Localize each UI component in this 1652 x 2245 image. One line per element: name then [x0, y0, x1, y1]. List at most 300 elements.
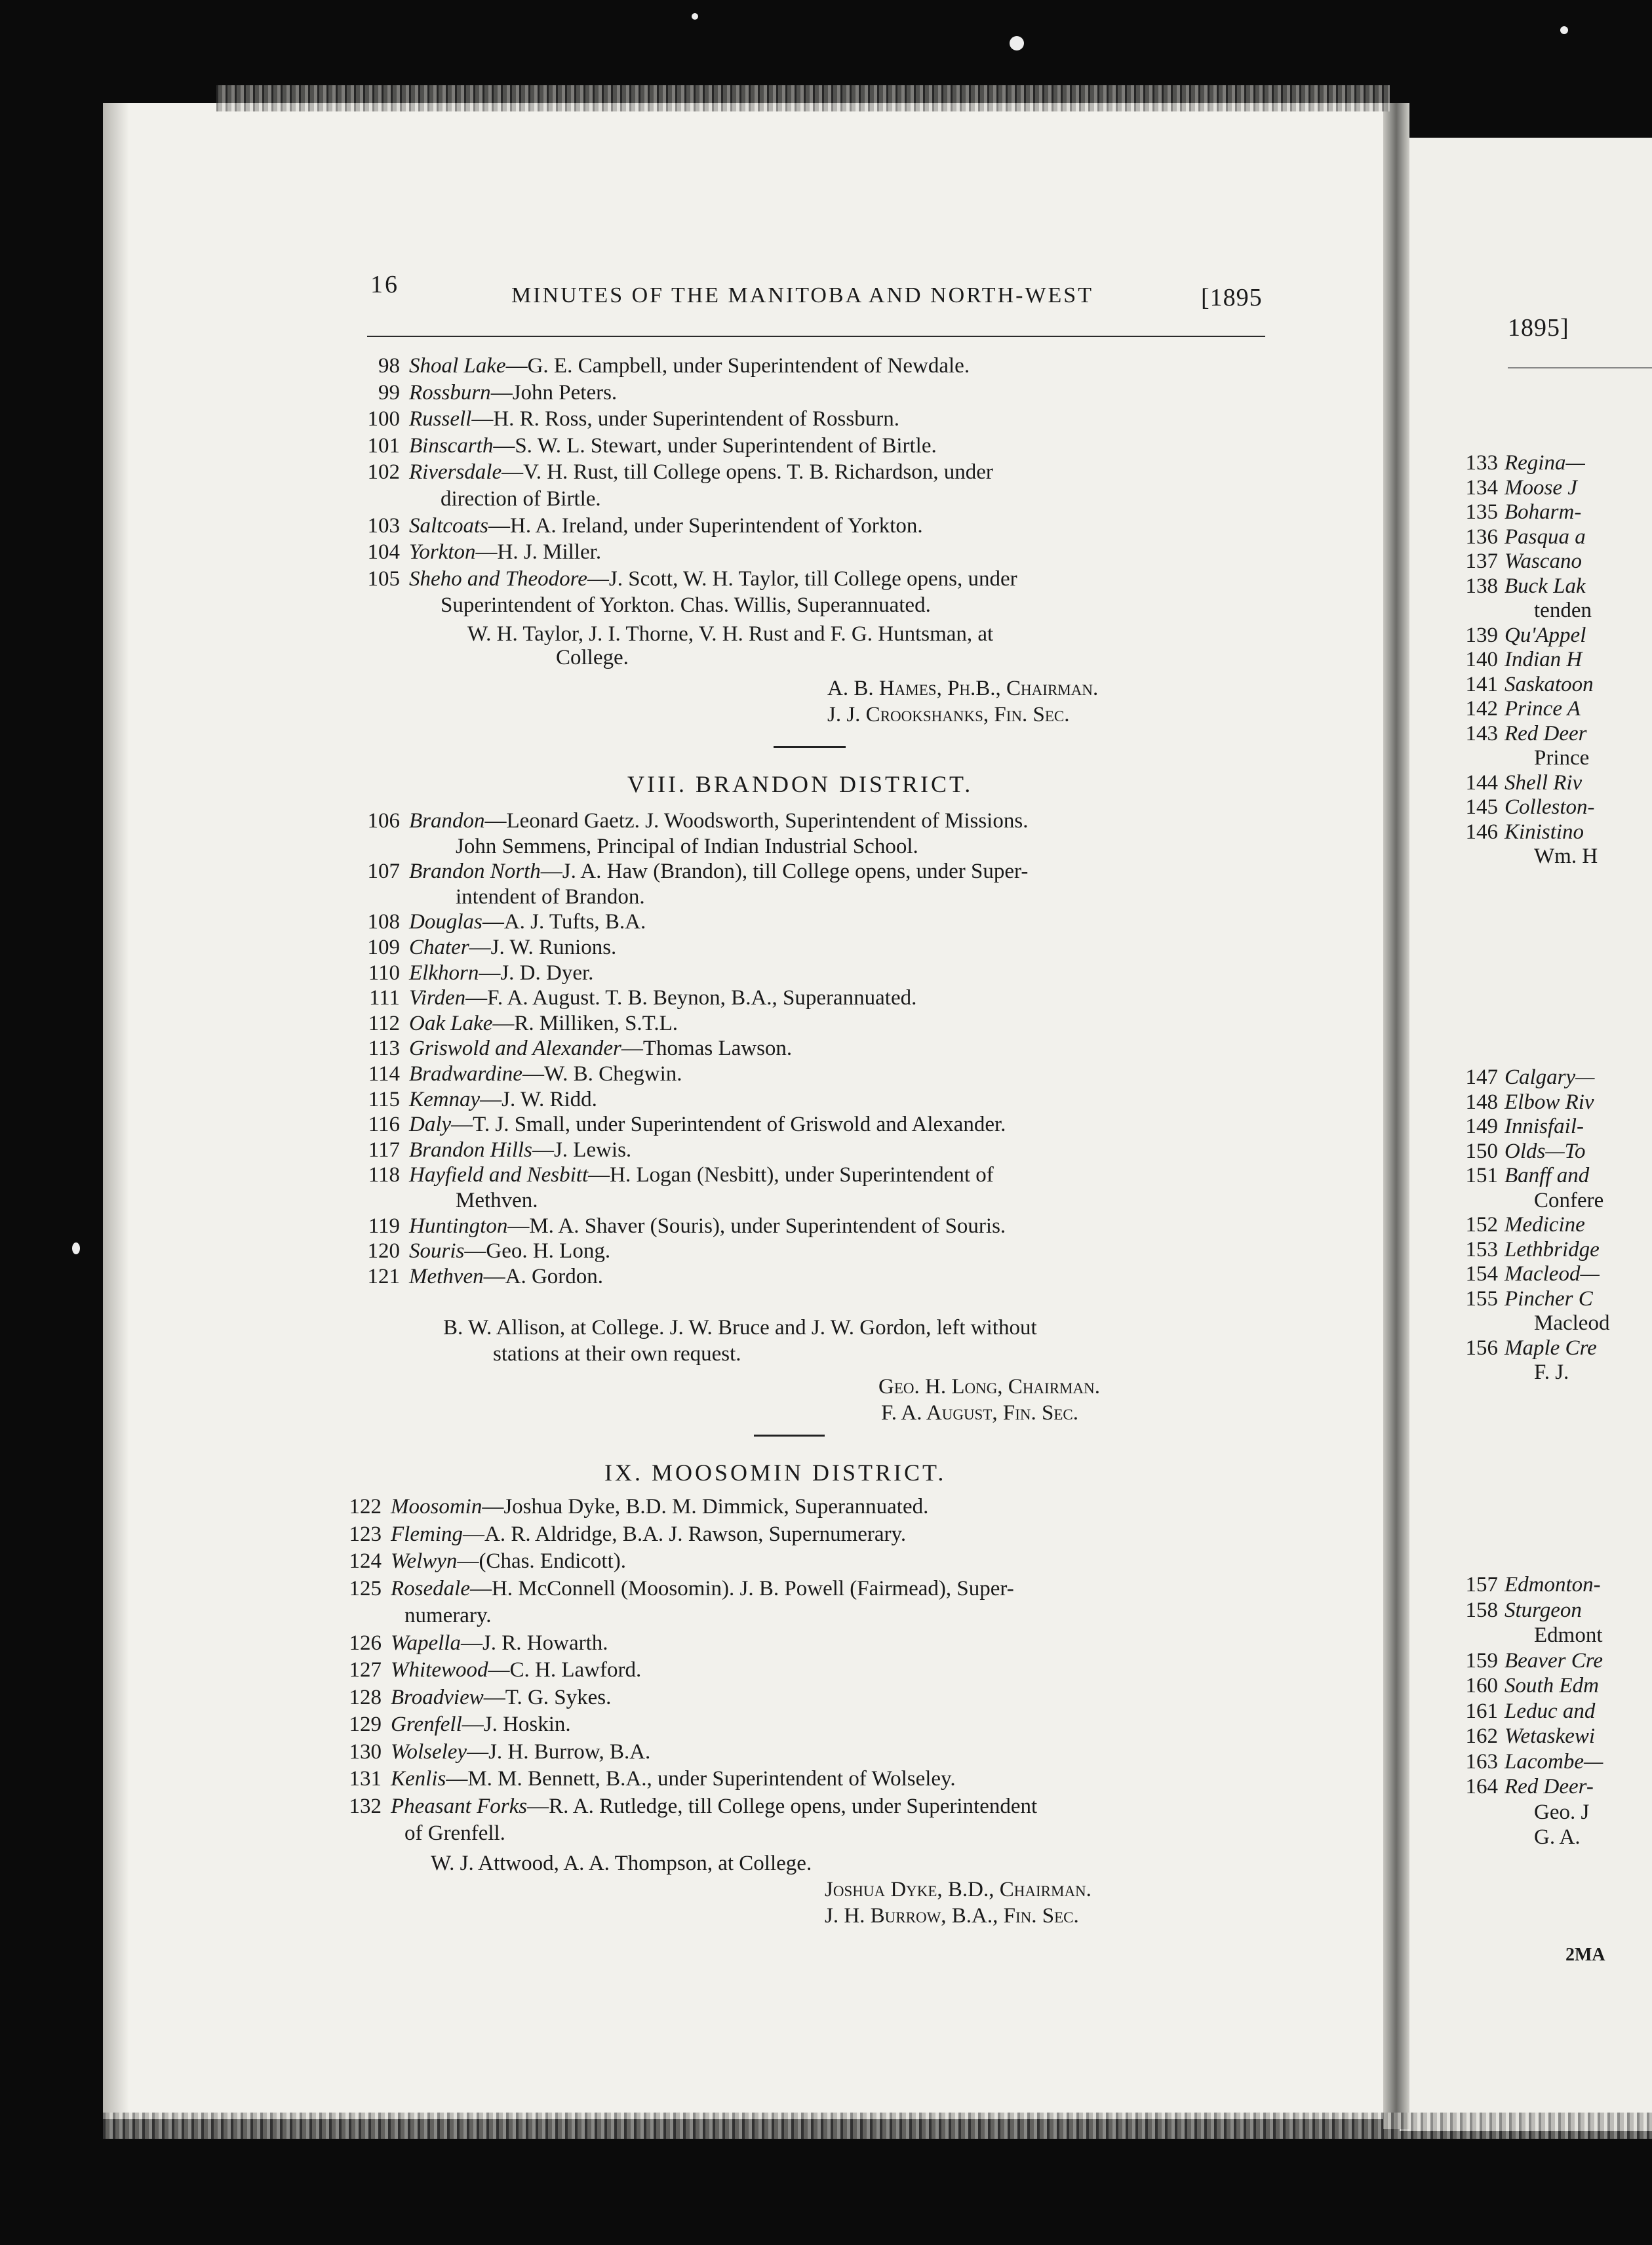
circuit-appointment: —H. J. Miller. [475, 540, 602, 565]
circuit-place: Wapella [391, 1631, 461, 1655]
circuit-place: Sheho and Theodore [409, 566, 587, 591]
circuit-number: 123 [349, 1522, 382, 1546]
circuit-line [341, 486, 1017, 513]
right-circuit-line [1459, 1673, 1603, 1699]
circuit-place: Whitewood [391, 1658, 488, 1682]
right-circuit-line [1459, 673, 1598, 698]
book-gutter [1383, 103, 1409, 2129]
circuit-place: Rosedale [391, 1576, 470, 1600]
circuit-place: Rossburn [409, 380, 491, 405]
circuit-appointment: —T. J. Small, under Superintendent of Griswold and Alexander. [451, 1113, 1006, 1137]
circuit-line [323, 1657, 1037, 1684]
circuit-place: Pincher C [1504, 1286, 1593, 1311]
circuit-line [341, 834, 1028, 860]
circuit-line [341, 1138, 1028, 1163]
circuit-appointment: —W. B. Chegwin. [522, 1062, 682, 1086]
circuit-place: Kinistino [1504, 820, 1584, 844]
circuit-line [341, 566, 1017, 593]
circuit-number: 136 [1465, 525, 1498, 549]
circuit-number: 130 [349, 1739, 382, 1764]
circuit-line [341, 513, 1017, 540]
circuit-place: South Edm [1504, 1674, 1599, 1698]
circuit-appointment: —T. G. Sykes. [483, 1685, 612, 1709]
circuit-number: 132 [349, 1794, 382, 1818]
header-year: [1895 [1201, 284, 1263, 311]
right-circuit-line [1459, 1262, 1609, 1287]
circuit-list-brandon [341, 808, 1028, 1289]
circuit-list-moosomin [323, 1494, 1037, 1848]
right-circuit-list-3 [1459, 1572, 1603, 1850]
right-circuit-line [1459, 844, 1598, 869]
page-number: 16 [370, 271, 399, 298]
right-circuit-line [1459, 648, 1598, 673]
circuit-line [341, 909, 1028, 935]
circuit-number: 131 [349, 1767, 382, 1791]
circuit-place: Medicine [1504, 1213, 1585, 1237]
circuit-line [323, 1576, 1037, 1603]
circuit-place: Edmonton- [1504, 1573, 1601, 1597]
circuit-line [341, 1264, 1028, 1290]
circuit-number: 164 [1465, 1775, 1498, 1798]
right-circuit-line [1459, 500, 1598, 525]
circuit-number: 133 [1465, 451, 1498, 475]
circuit-number: 143 [1465, 721, 1498, 745]
circuit-place: Lacombe— [1504, 1749, 1603, 1774]
circuit-number: 102 [367, 460, 400, 485]
circuit-place: Wolseley [391, 1739, 467, 1764]
circuit-appointment: —V. H. Rust, till College opens. T. B. Richardson, under [502, 460, 993, 485]
right-circuit-line [1459, 1361, 1609, 1385]
circuit-appointment: —J. Lewis. [532, 1138, 632, 1162]
circuit-number: 117 [368, 1138, 400, 1162]
circuit-place: Riversdale [409, 460, 502, 485]
right-circuit-line [1459, 1572, 1603, 1598]
right-circuit-line [1459, 1724, 1603, 1749]
right-circuit-line [1459, 1287, 1609, 1312]
circuit-place: Huntington [409, 1214, 508, 1238]
right-circuit-line [1459, 1065, 1609, 1090]
circuit-appointment: intendent of Brandon. [456, 884, 645, 909]
circuit-place: Brandon Hills [409, 1138, 532, 1162]
circuit-number: 129 [349, 1713, 382, 1736]
college-note-line: W. H. Taylor, J. I. Thorne, V. H. Rust and F. G. Huntsman, at [467, 622, 994, 646]
bottom-edge [103, 2113, 1652, 2139]
circuit-place: Moose J [1504, 475, 1577, 500]
circuit-line [323, 1820, 1037, 1848]
circuit-appointment: Geo. J [1534, 1800, 1590, 1824]
circuit-place: Sturgeon [1504, 1598, 1582, 1622]
circuit-number: 145 [1465, 795, 1498, 819]
circuit-place: Bradwardine [409, 1062, 522, 1086]
circuit-place: Grenfell [391, 1713, 462, 1736]
right-circuit-line [1459, 1598, 1603, 1623]
right-circuit-line [1459, 525, 1598, 550]
circuit-appointment: —J. H. Burrow, B.A. [467, 1739, 651, 1764]
circuit-line [323, 1793, 1037, 1821]
circuit-number: 140 [1465, 648, 1498, 671]
circuit-place: Brandon [409, 809, 485, 833]
circuit-number: 142 [1465, 697, 1498, 721]
circuit-line [341, 1239, 1028, 1264]
circuit-number: 115 [368, 1087, 400, 1111]
right-circuit-line [1459, 771, 1598, 796]
circuit-place: Shell Riv [1504, 770, 1583, 795]
circuit-place: Virden [409, 986, 466, 1010]
right-circuit-line [1459, 1189, 1609, 1214]
circuit-number: 121 [367, 1264, 400, 1288]
circuit-number: 152 [1465, 1213, 1498, 1237]
circuit-place: Brandon North [409, 860, 541, 884]
circuit-appointment: direction of Birtle. [441, 487, 601, 511]
dust-speck [72, 1242, 80, 1254]
college-note-line: College. [556, 646, 629, 669]
circuit-line [323, 1548, 1037, 1576]
circuit-appointment: G. A. [1534, 1825, 1581, 1849]
circuit-line [341, 1036, 1028, 1062]
circuit-place: Elbow Riv [1504, 1090, 1594, 1114]
circuit-appointment: —M. A. Shaver (Souris), under Superintendent of Souris. [507, 1214, 1006, 1238]
page-edge-shadow [103, 103, 129, 2119]
circuit-appointment: —Thomas Lawson. [621, 1037, 793, 1061]
circuit-place: Pheasant Forks [391, 1794, 528, 1818]
circuit-line [323, 1602, 1037, 1630]
circuit-place: Moosomin [391, 1495, 482, 1519]
right-circuit-line [1459, 820, 1598, 845]
right-circuit-line [1459, 574, 1598, 599]
circuit-number: 100 [367, 407, 400, 431]
circuit-place: Oak Lake [409, 1011, 493, 1035]
circuit-number: 148 [1465, 1090, 1498, 1114]
circuit-number: 120 [367, 1239, 400, 1263]
dust-speck [1010, 36, 1024, 50]
circuit-line [341, 859, 1028, 884]
right-circuit-list-2 [1459, 1065, 1609, 1385]
circuit-line [341, 539, 1017, 566]
circuit-number: 126 [349, 1631, 382, 1655]
circuit-appointment: F. J. [1534, 1361, 1569, 1384]
circuit-number: 125 [349, 1576, 382, 1600]
circuit-appointment: Prince [1534, 746, 1590, 770]
circuit-number: 113 [368, 1037, 400, 1061]
circuit-place: Binscarth [409, 433, 494, 458]
circuit-place: Olds—To [1504, 1139, 1586, 1163]
circuit-place: Buck Lak [1504, 574, 1586, 598]
circuit-number: 149 [1465, 1115, 1498, 1138]
circuit-number: 139 [1465, 623, 1498, 647]
circuit-appointment: —H. Logan (Nesbitt), under Superintendent of [588, 1163, 994, 1187]
circuit-number: 135 [1465, 500, 1498, 524]
right-header-rule [1508, 367, 1652, 368]
right-header-year: 1895] [1508, 314, 1569, 342]
circuit-line [341, 380, 1017, 407]
circuit-number: 147 [1465, 1065, 1498, 1089]
right-circuit-line [1459, 1311, 1609, 1336]
circuit-appointment: numerary. [404, 1604, 492, 1627]
circuit-line [323, 1739, 1037, 1766]
circuit-appointment: Macleod [1534, 1311, 1610, 1335]
circuit-number: 112 [368, 1011, 400, 1035]
right-circuit-line [1459, 1238, 1609, 1263]
circuit-appointment: —A. J. Tufts, B.A. [482, 910, 646, 934]
circuit-number: 124 [349, 1549, 382, 1573]
circuit-line [323, 1521, 1037, 1549]
circuit-number: 106 [367, 809, 400, 833]
circuit-line [341, 459, 1017, 486]
circuit-appointment: —J. W. Ridd. [480, 1087, 597, 1111]
circuit-number: 98 [378, 354, 400, 378]
circuit-place: Wetaskewi [1504, 1724, 1596, 1748]
circuit-place: Red Deer- [1504, 1775, 1594, 1798]
circuit-appointment: —J. D. Dyer. [479, 961, 594, 985]
circuit-appointment: —Joshua Dyke, B.D. M. Dimmick, Superannuated. [482, 1495, 929, 1519]
circuit-line [323, 1630, 1037, 1658]
college-note-line: W. J. Attwood, A. A. Thompson, at College. [431, 1852, 812, 1875]
circuit-line [341, 985, 1028, 1011]
circuit-place: Hayfield and Nesbitt [409, 1163, 589, 1187]
circuit-place: Russell [409, 407, 472, 431]
circuit-place: Leduc and [1504, 1699, 1596, 1723]
circuit-place: Maple Cre [1504, 1336, 1597, 1360]
right-circuit-line [1459, 1336, 1609, 1361]
circuit-appointment: —H. A. Ireland, under Superintendent of Yorkton. [488, 513, 923, 538]
circuit-place: Indian H [1504, 648, 1583, 671]
circuit-place: Yorkton [409, 540, 476, 565]
circuit-number: 101 [367, 433, 400, 458]
section-divider [774, 746, 846, 748]
circuit-appointment: —(Chas. Endicott). [457, 1549, 626, 1573]
circuit-appointment: —J. Hoskin. [462, 1713, 571, 1736]
section-divider [754, 1435, 825, 1437]
circuit-line [341, 1011, 1028, 1037]
circuit-place: Daly [409, 1113, 452, 1137]
right-circuit-line [1459, 549, 1598, 574]
circuit-appointment: —C. H. Lawford. [488, 1658, 642, 1682]
circuit-appointment: John Semmens, Principal of Indian Industrial School. [456, 834, 918, 858]
right-circuit-line [1459, 1774, 1603, 1800]
circuit-line [341, 1162, 1028, 1188]
circuit-number: 161 [1465, 1699, 1498, 1723]
right-circuit-list-1 [1459, 451, 1598, 869]
circuit-number: 159 [1465, 1648, 1498, 1673]
circuit-place: Qu'Appel [1504, 623, 1586, 647]
circuit-line [341, 433, 1017, 460]
dust-speck [692, 13, 698, 20]
right-circuit-line [1459, 1164, 1609, 1189]
circuit-line [323, 1711, 1037, 1739]
circuit-appointment: —R. A. Rutledge, till College opens, under Superintendent [527, 1794, 1038, 1818]
right-circuit-line [1459, 722, 1598, 747]
right-circuit-line [1459, 599, 1598, 624]
circuit-number: 146 [1465, 820, 1498, 844]
circuit-appointment: —H. McConnell (Moosomin). J. B. Powell (Fairmead), Super- [469, 1576, 1014, 1600]
circuit-appointment: —John Peters. [490, 380, 618, 405]
circuit-place: Macleod— [1504, 1262, 1600, 1286]
circuit-line [341, 808, 1028, 834]
fin-sec-signature: F. A. August, Fin. Sec. [881, 1401, 1079, 1425]
circuit-place: Fleming [391, 1522, 463, 1546]
circuit-number: 128 [349, 1685, 382, 1709]
right-circuit-line [1459, 795, 1598, 820]
circuit-number: 153 [1465, 1237, 1498, 1262]
circuit-appointment: —J. R. Howarth. [460, 1631, 608, 1655]
circuit-place: Regina— [1504, 451, 1585, 475]
circuit-place: Saltcoats [409, 513, 488, 538]
circuit-number: 104 [367, 540, 400, 565]
top-edge [216, 85, 1390, 111]
right-circuit-line [1459, 1623, 1603, 1648]
circuit-appointment: —M. M. Bennett, B.A., under Superintendent of Wolseley. [446, 1767, 956, 1791]
circuit-number: 111 [368, 986, 400, 1010]
right-circuit-line [1459, 1090, 1609, 1115]
dust-speck [1560, 26, 1568, 34]
right-circuit-line [1459, 1825, 1603, 1850]
circuit-place: Beaver Cre [1504, 1648, 1603, 1673]
circuit-place: Red Deer [1504, 721, 1587, 745]
circuit-number: 119 [368, 1214, 400, 1238]
chairman-signature: Geo. H. Long, Chairman. [878, 1375, 1100, 1399]
circuit-appointment: —J. A. Haw (Brandon), till College opens, under Super- [540, 860, 1029, 884]
circuit-line [341, 1188, 1028, 1214]
circuit-line [341, 353, 1017, 380]
circuit-place: Pasqua a [1504, 525, 1586, 549]
fin-sec-signature: J. J. Crookshanks, Fin. Sec. [827, 703, 1070, 726]
circuit-appointment: —Geo. H. Long. [464, 1239, 611, 1263]
circuit-place: Prince A [1504, 697, 1581, 721]
chairman-signature: A. B. Hames, Ph.B., Chairman. [827, 677, 1099, 700]
circuit-number: 141 [1465, 672, 1498, 696]
circuit-line [341, 592, 1017, 619]
right-circuit-line [1459, 1699, 1603, 1724]
circuit-number: 151 [1465, 1164, 1498, 1187]
circuit-place: Wascano [1504, 549, 1582, 573]
right-circuit-line [1459, 697, 1598, 722]
circuit-number: 158 [1465, 1598, 1498, 1622]
circuit-appointment: Wm. H [1534, 844, 1598, 868]
circuit-place: Shoal Lake [409, 354, 506, 378]
circuit-appointment: —A. Gordon. [483, 1264, 604, 1288]
circuit-appointment: —H. R. Ross, under Superintendent of Rossburn. [471, 407, 899, 431]
circuit-appointment: —A. R. Aldridge, B.A. J. Rawson, Supernumerary. [462, 1522, 907, 1546]
right-circuit-line [1459, 1800, 1603, 1825]
right-circuit-line [1459, 1213, 1609, 1238]
circuit-place: Griswold and Alexander [409, 1037, 621, 1061]
circuit-appointment: —J. W. Runions. [469, 935, 617, 959]
circuit-number: 144 [1465, 770, 1498, 795]
circuit-number: 122 [349, 1495, 382, 1519]
circuit-number: 109 [367, 935, 400, 959]
circuit-place: Innisfail- [1504, 1115, 1584, 1138]
circuit-number: 116 [368, 1113, 400, 1137]
right-circuit-line [1459, 1140, 1609, 1164]
circuit-place: Broadview [391, 1685, 484, 1709]
circuit-place: Kemnay [409, 1087, 481, 1111]
circuit-appointment: Edmont [1534, 1623, 1603, 1647]
fin-sec-signature: J. H. Burrow, B.A., Fin. Sec. [825, 1904, 1079, 1928]
circuit-line [323, 1684, 1037, 1712]
circuit-number: 114 [368, 1062, 400, 1086]
circuit-appointment: —G. E. Campbell, under Superintendent of Newdale. [505, 354, 970, 378]
circuit-place: Calgary— [1504, 1065, 1595, 1089]
circuit-number: 156 [1465, 1336, 1498, 1360]
circuit-appointment: of Grenfell. [404, 1821, 505, 1845]
circuit-line [341, 1214, 1028, 1239]
right-circuit-line [1459, 1648, 1603, 1674]
circuit-place: Banff and [1504, 1164, 1590, 1187]
circuit-place: Lethbridge [1504, 1237, 1600, 1262]
circuit-line [323, 1494, 1037, 1521]
circuit-list-section7 [341, 353, 1017, 619]
circuit-number: 134 [1465, 475, 1498, 500]
circuit-line [341, 961, 1028, 986]
circuit-line [341, 884, 1028, 910]
circuit-number: 137 [1465, 549, 1498, 573]
right-circuit-line [1459, 746, 1598, 771]
circuit-number: 99 [378, 380, 400, 405]
right-circuit-line [1459, 1115, 1609, 1140]
circuit-place: Methven [409, 1264, 484, 1288]
circuit-line [341, 1087, 1028, 1113]
circuit-number: 157 [1465, 1573, 1498, 1597]
right-circuit-line [1459, 451, 1598, 476]
chairman-signature: Joshua Dyke, B.D., Chairman. [825, 1878, 1092, 1901]
circuit-appointment: —S. W. L. Stewart, under Superintendent of Birtle. [493, 433, 937, 458]
circuit-place: Douglas [409, 910, 482, 934]
circuit-appointment: tenden [1534, 599, 1592, 622]
circuit-appointment: Confere [1534, 1188, 1604, 1212]
circuit-number: 107 [367, 860, 400, 884]
circuit-place: Colleston- [1504, 795, 1595, 819]
district-title: IX. MOOSOMIN DISTRICT. [604, 1460, 947, 1486]
right-circuit-line [1459, 1749, 1603, 1775]
circuit-number: 163 [1465, 1749, 1498, 1774]
college-note-line: stations at their own request. [493, 1342, 741, 1366]
circuit-number: 162 [1465, 1724, 1498, 1748]
circuit-number: 105 [367, 566, 400, 591]
signature-mark: 2MA [1565, 1945, 1605, 1965]
circuit-number: 118 [368, 1163, 400, 1187]
circuit-appointment: —J. Scott, W. H. Taylor, till College opens, under [587, 566, 1017, 591]
right-circuit-line [1459, 476, 1598, 501]
circuit-number: 160 [1465, 1674, 1498, 1698]
circuit-place: Boharm- [1504, 500, 1582, 524]
circuit-number: 150 [1465, 1139, 1498, 1163]
circuit-place: Elkhorn [409, 961, 479, 985]
circuit-appointment: —Leonard Gaetz. J. Woodsworth, Superintendent of Missions. [484, 809, 1029, 833]
header-rule [367, 336, 1265, 337]
circuit-line [323, 1766, 1037, 1793]
district-title: VIII. BRANDON DISTRICT. [627, 771, 974, 797]
circuit-number: 103 [367, 513, 400, 538]
circuit-place: Souris [409, 1239, 465, 1263]
running-title: MINUTES OF THE MANITOBA AND NORTH-WEST [511, 283, 1093, 308]
circuit-line [341, 406, 1017, 433]
circuit-number: 138 [1465, 574, 1498, 598]
college-note-line: B. W. Allison, at College. J. W. Bruce and J. W. Gordon, left without [443, 1316, 1037, 1340]
circuit-number: 127 [349, 1658, 382, 1682]
circuit-number: 108 [367, 910, 400, 934]
circuit-number: 154 [1465, 1262, 1498, 1286]
circuit-appointment: —F. A. August. T. B. Beynon, B.A., Superannuated. [465, 986, 917, 1010]
circuit-place: Chater [409, 935, 469, 959]
circuit-appointment: Methven. [456, 1188, 538, 1212]
circuit-line [341, 1062, 1028, 1087]
circuit-place: Kenlis [391, 1767, 446, 1791]
circuit-place: Welwyn [391, 1549, 458, 1573]
circuit-number: 110 [368, 961, 400, 985]
circuit-line [341, 935, 1028, 961]
right-circuit-line [1459, 624, 1598, 648]
circuit-place: Saskatoon [1504, 672, 1594, 696]
